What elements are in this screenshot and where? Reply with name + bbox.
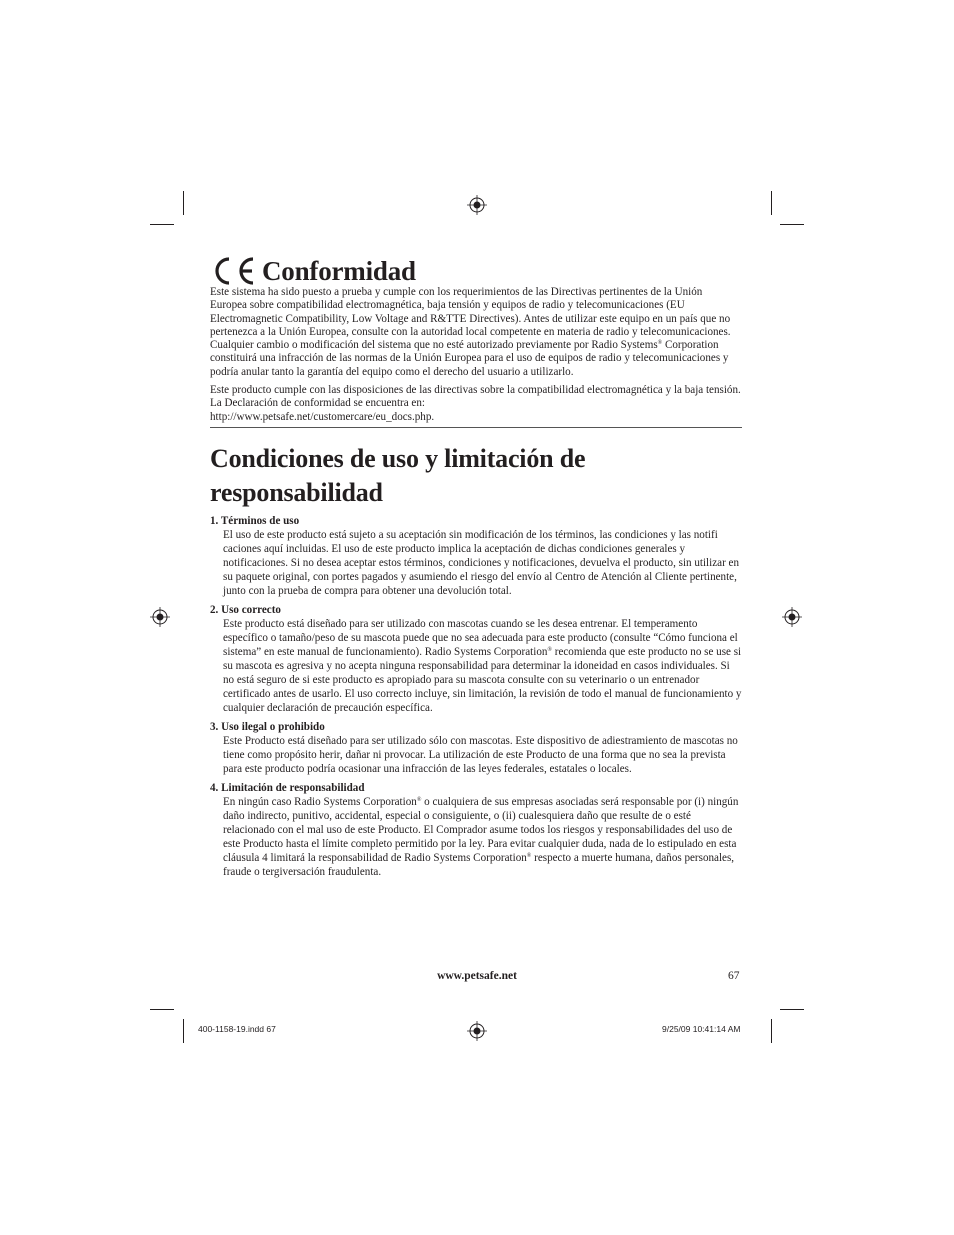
registered-mark: ®	[416, 796, 422, 803]
crop-mark-icon	[780, 1009, 804, 1010]
conformity-heading	[210, 256, 742, 286]
section-body	[210, 734, 742, 776]
crop-mark-icon	[150, 1009, 174, 1010]
illegal-use-section	[210, 720, 742, 776]
crop-mark-icon	[771, 1019, 772, 1043]
section-body	[210, 795, 742, 879]
section-body	[210, 617, 742, 715]
section-heading: 2. Uso correcto	[210, 603, 281, 616]
crop-mark-icon	[183, 191, 184, 215]
registration-mark-icon	[467, 195, 487, 215]
section-heading: 1. Términos de uso	[210, 514, 300, 527]
correct-use-section	[210, 603, 742, 715]
declaration-url: http://www.petsafe.net/customercare/eu_docs.php.	[210, 410, 435, 423]
text-run: En ningún caso Radio Systems Corporation	[223, 795, 417, 808]
page-number: 67	[728, 970, 740, 982]
registration-mark-icon	[782, 607, 802, 627]
text-run: Este Producto está diseñado para ser utilizado sólo con mascotas. Este dispositivo de adiestramiento de mascotas no tiene como propósito herir, dañar ni provocar. La utilización de este Producto de una forma que no sea la prevista para este producto podría ocasionar una infracción de las leyes federales, estatales o locales.	[223, 734, 738, 775]
text-run: o cualquiera de sus empresas asociadas será responsable por (i) ningún daño indirecto, punitivo, accidental, especial o consiguiente, o (ii) cualesquiera daño que resulte de o esté relacionado con el mal uso de este Producto. El Comprador asume todos los riesgos y responsabilidades del uso de este Producto hasta el límite completo permitido por la ley. Para evitar cualquier duda, nada de lo estipulado en esta cláusula 4 limitará la responsabilidad de Radio Systems Corporation	[223, 795, 739, 864]
text-run: recomienda que este producto no se use si su mascota es agresiva y no acepta ninguna responsabilidad para determinar la idoneidad en casos individuales. Si no está seguro de si este producto es apropiado para su mascota consulte con su veterinario o un entrenador certificado antes de usarlo. El uso correcto incluye, sin limitación, la revisión de todo el manual de funcionamiento y cualquier declaración de precaución específica.	[223, 645, 742, 714]
text-run: respecto a muerte humana, daños personales, fraude o tergiversación fraudulenta.	[223, 851, 735, 878]
registered-mark: ®	[657, 340, 663, 347]
text-run: Este producto cumple con las disposiciones de las directivas sobre la compatibilidad electromagnética y la baja tensión. La Declaración de conformidad se encuentra en:	[210, 384, 741, 410]
conformity-title: Conformidad	[262, 256, 416, 286]
slug-filename: 400-1158-19.indd 67	[198, 1024, 276, 1034]
section-divider	[210, 427, 742, 428]
registration-mark-icon	[467, 1021, 487, 1041]
section-heading: 4. Limitación de responsabilidad	[210, 781, 365, 794]
conditions-title: Condiciones de uso y limitación de responsabilidad	[210, 443, 586, 507]
registered-mark: ®	[547, 646, 552, 653]
ce-mark-icon	[210, 256, 256, 286]
footer-url: www.petsafe.net	[437, 970, 517, 982]
text-run: Corporation constituirá una infracción de las normas de la Unión Europea para el uso de equipos de radio y telecomunicaciones y podría anular tanto la garantía del equipo como el derecho del usuario a utilizarlo.	[210, 339, 729, 378]
crop-mark-icon	[771, 191, 772, 215]
liability-section	[210, 781, 742, 879]
conformity-paragraph-2	[210, 384, 742, 424]
crop-mark-icon	[780, 224, 804, 225]
crop-mark-icon	[183, 1019, 184, 1043]
page-content	[210, 256, 742, 879]
crop-mark-icon	[150, 224, 174, 225]
text-run: Este sistema ha sido puesto a prueba y cumple con los requerimientos de las Directivas pertinentes de la Unión Europea sobre compatibilidad electromagnética, baja tensión y equipos de radio y telecomunicaciones (EU Electromagnetic Compatibility, Low Voltage and R&TTE Directives). Antes de utilizar este equipo en un país que no pertenezca a la Unión Europea, consulte con la autoridad local competente en materia de radio y telecomunicaciones. Cualquier cambio o modificación del sistema que no esté autorizado previamente por Radio Systems	[210, 286, 731, 352]
conformity-paragraph-1	[210, 286, 742, 379]
slug-timestamp: 9/25/09 10:41:14 AM	[662, 1024, 741, 1034]
text-run: Este producto está diseñado para ser utilizado con mascotas cuando se les desea entrenar. El temperamento específico o tamaño/peso de su mascota puede que no sea adecuada para este producto (consulte “Cómo funciona el sistema” en este manual de funcionamiento). Radio Systems Corporation	[223, 617, 738, 658]
registration-mark-icon	[150, 607, 170, 627]
text-run: El uso de este producto está sujeto a su aceptación sin modificación de los términos, las condiciones y las notifi caciones aquí incluidas. El uso de este producto implica la aceptación de dichas condiciones generales y notificaciones. Si no desea aceptar estos términos, condiciones y notificaciones, devuelva el producto, sin utilizar en su paquete original, con portes pagados y asumiendo el riesgo del envío al Centro de Atención al Cliente pertinente, junto con la prueba de compra para obtener una devolución total.	[223, 528, 740, 597]
section-heading: 3. Uso ilegal o prohibido	[210, 720, 325, 733]
registered-mark: ®	[526, 852, 532, 859]
terms-section	[210, 514, 742, 598]
section-body	[210, 528, 742, 598]
